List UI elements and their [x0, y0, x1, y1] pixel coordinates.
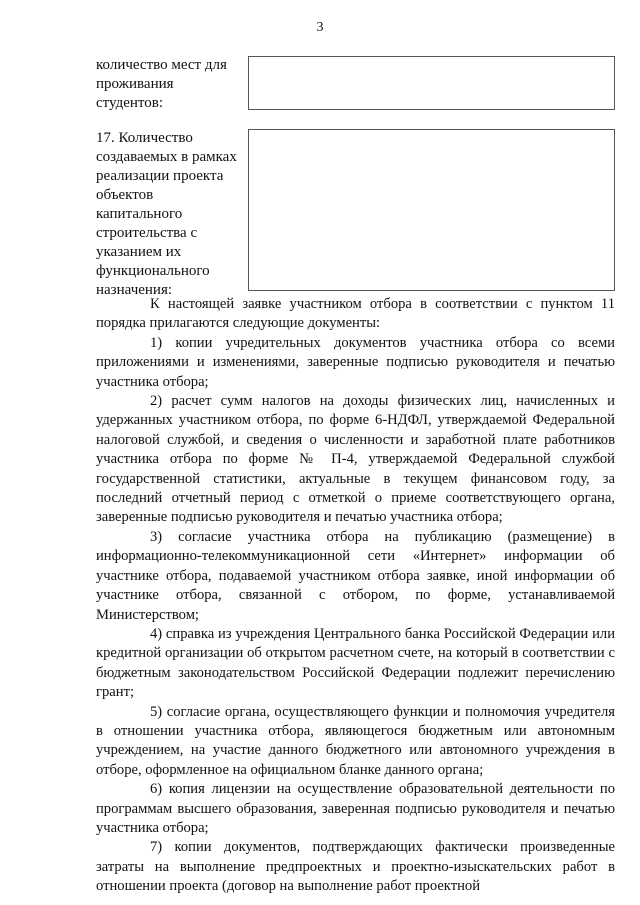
page-number: 3: [316, 20, 324, 35]
field-label-student-places: количество мест для проживания студентов:: [96, 57, 227, 111]
intro-paragraph: К настоящей заявке участником отбора в соответствии с пунктом 11 порядка прилагаются следующие документы:: [96, 296, 615, 332]
capital-objects-input-box[interactable]: [248, 129, 615, 291]
list-item-4: 4) справка из учреждения Центрального банка Российской Федерации или кредитной организации об открытом расчетном счете, на который в соответствии с бюджетным законодательством Российской Федерации подлежит перечислению грант;: [96, 625, 615, 701]
list-item-3: 3) согласие участника отбора на публикацию (размещение) в информационно-телекоммуникационной сети «Интернет» информации об участнике отбора, подаваемой участником отбора заявке, иной информации об участнике отбора, связанной с отбором, по форме, устанавливаемой Министерством;: [96, 528, 615, 623]
student-places-input-box[interactable]: [248, 56, 615, 110]
field-label-capital-objects: 17. Количество создаваемых в рамках реализации проекта объектов капитального строительства с указанием их функционального назначения:: [96, 130, 237, 298]
list-item-2: 2) расчет сумм налогов на доходы физических лиц, начисленных и удержанных участником отбора, по форме 6-НДФЛ, утверждаемой Федеральной налоговой службой, и сведения о численности и заработной плате работников участника отбора по форме № П-4, утверждаемой Федеральной службой государственной статистики, актуальные в текущем финансовом году, за последний отчетный период с отметкой о приеме соответствующего органа, заверенные подписью руководителя и печатью участника отбора;: [96, 393, 615, 526]
document-body: [96, 295, 615, 897]
list-item-6: 6) копия лицензии на осуществление образовательной деятельности по программам высшего образования, заверенная подписью руководителя и печатью участника отбора;: [96, 781, 615, 836]
list-item-7: 7) копии документов, подтверждающих фактически произведенные затраты на выполнение предпроектных и проектно-изыскательских работ в отношении проекта (договор на выполнение работ проектной: [96, 839, 615, 895]
list-item-5: 5) согласие органа, осуществляющего функции и полномочия учредителя в отношении участника отбора, являющегося бюджетным или автономным учреждением, на участие данного бюджетного или автономного учреждения в отборе, оформленное на официальном бланке данного органа;: [96, 703, 615, 778]
list-item-1: 1) копии учредительных документов участника отбора со всеми приложениями и изменениями, заверенные подписью руководителя и печатью участника отбора;: [96, 334, 615, 390]
